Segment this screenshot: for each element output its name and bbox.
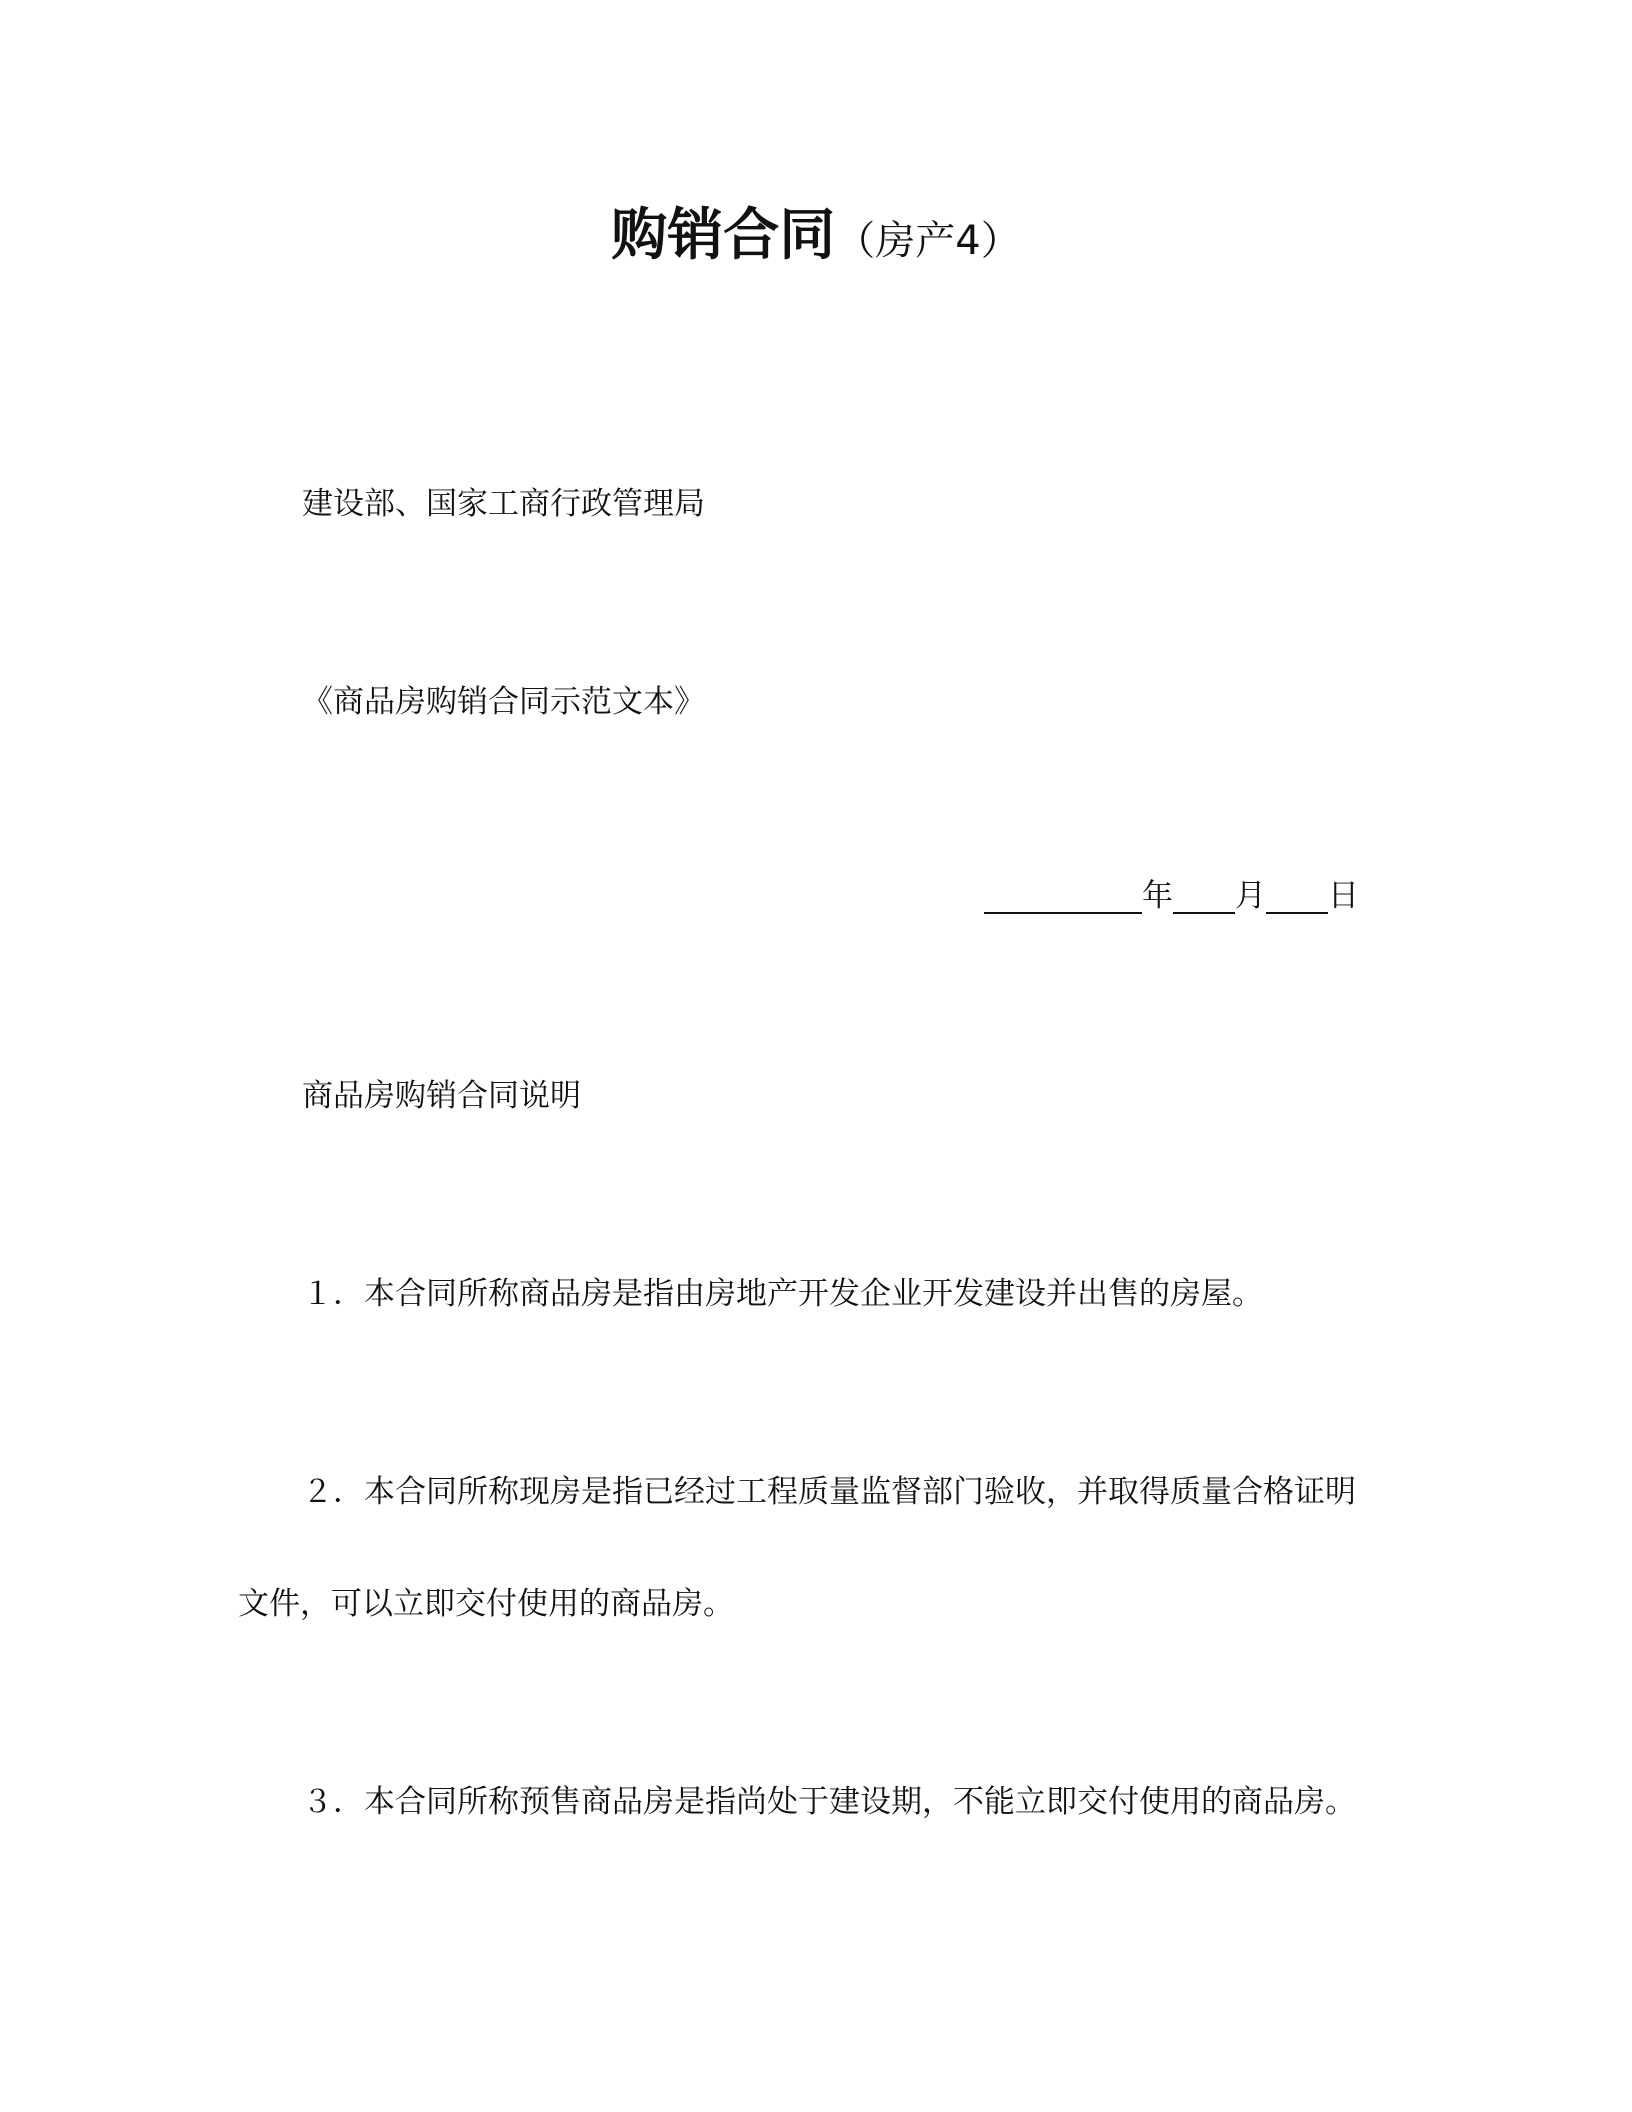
day-label: 日 bbox=[1328, 878, 1359, 914]
date-line bbox=[984, 874, 1359, 918]
month-blank[interactable] bbox=[1173, 878, 1235, 914]
title-sub: （房产4） bbox=[835, 218, 1021, 264]
section-heading: 商品房购销合同说明 bbox=[302, 1078, 581, 1114]
title-main: 购销合同 bbox=[611, 203, 836, 268]
document-name-line: 《商品房购销合同示范文本》 bbox=[302, 684, 705, 720]
month-label: 月 bbox=[1235, 878, 1266, 914]
year-blank[interactable] bbox=[984, 878, 1142, 914]
day-blank[interactable] bbox=[1266, 878, 1328, 914]
issuer-line: 建设部、国家工商行政管理局 bbox=[302, 486, 705, 522]
item-1: １．本合同所称商品房是指由房地产开发企业开发建设并出售的房屋。 bbox=[302, 1276, 1263, 1312]
item-2-continued: 文件，可以立即交付使用的商品房。 bbox=[238, 1586, 734, 1622]
item-2: ２．本合同所称现房是指已经过工程质量监督部门验收，并取得质量合格证明 bbox=[302, 1474, 1356, 1510]
document-title bbox=[0, 196, 1632, 281]
item-3: ３．本合同所称预售商品房是指尚处于建设期，不能立即交付使用的商品房。 bbox=[302, 1784, 1356, 1820]
year-label: 年 bbox=[1142, 878, 1173, 914]
